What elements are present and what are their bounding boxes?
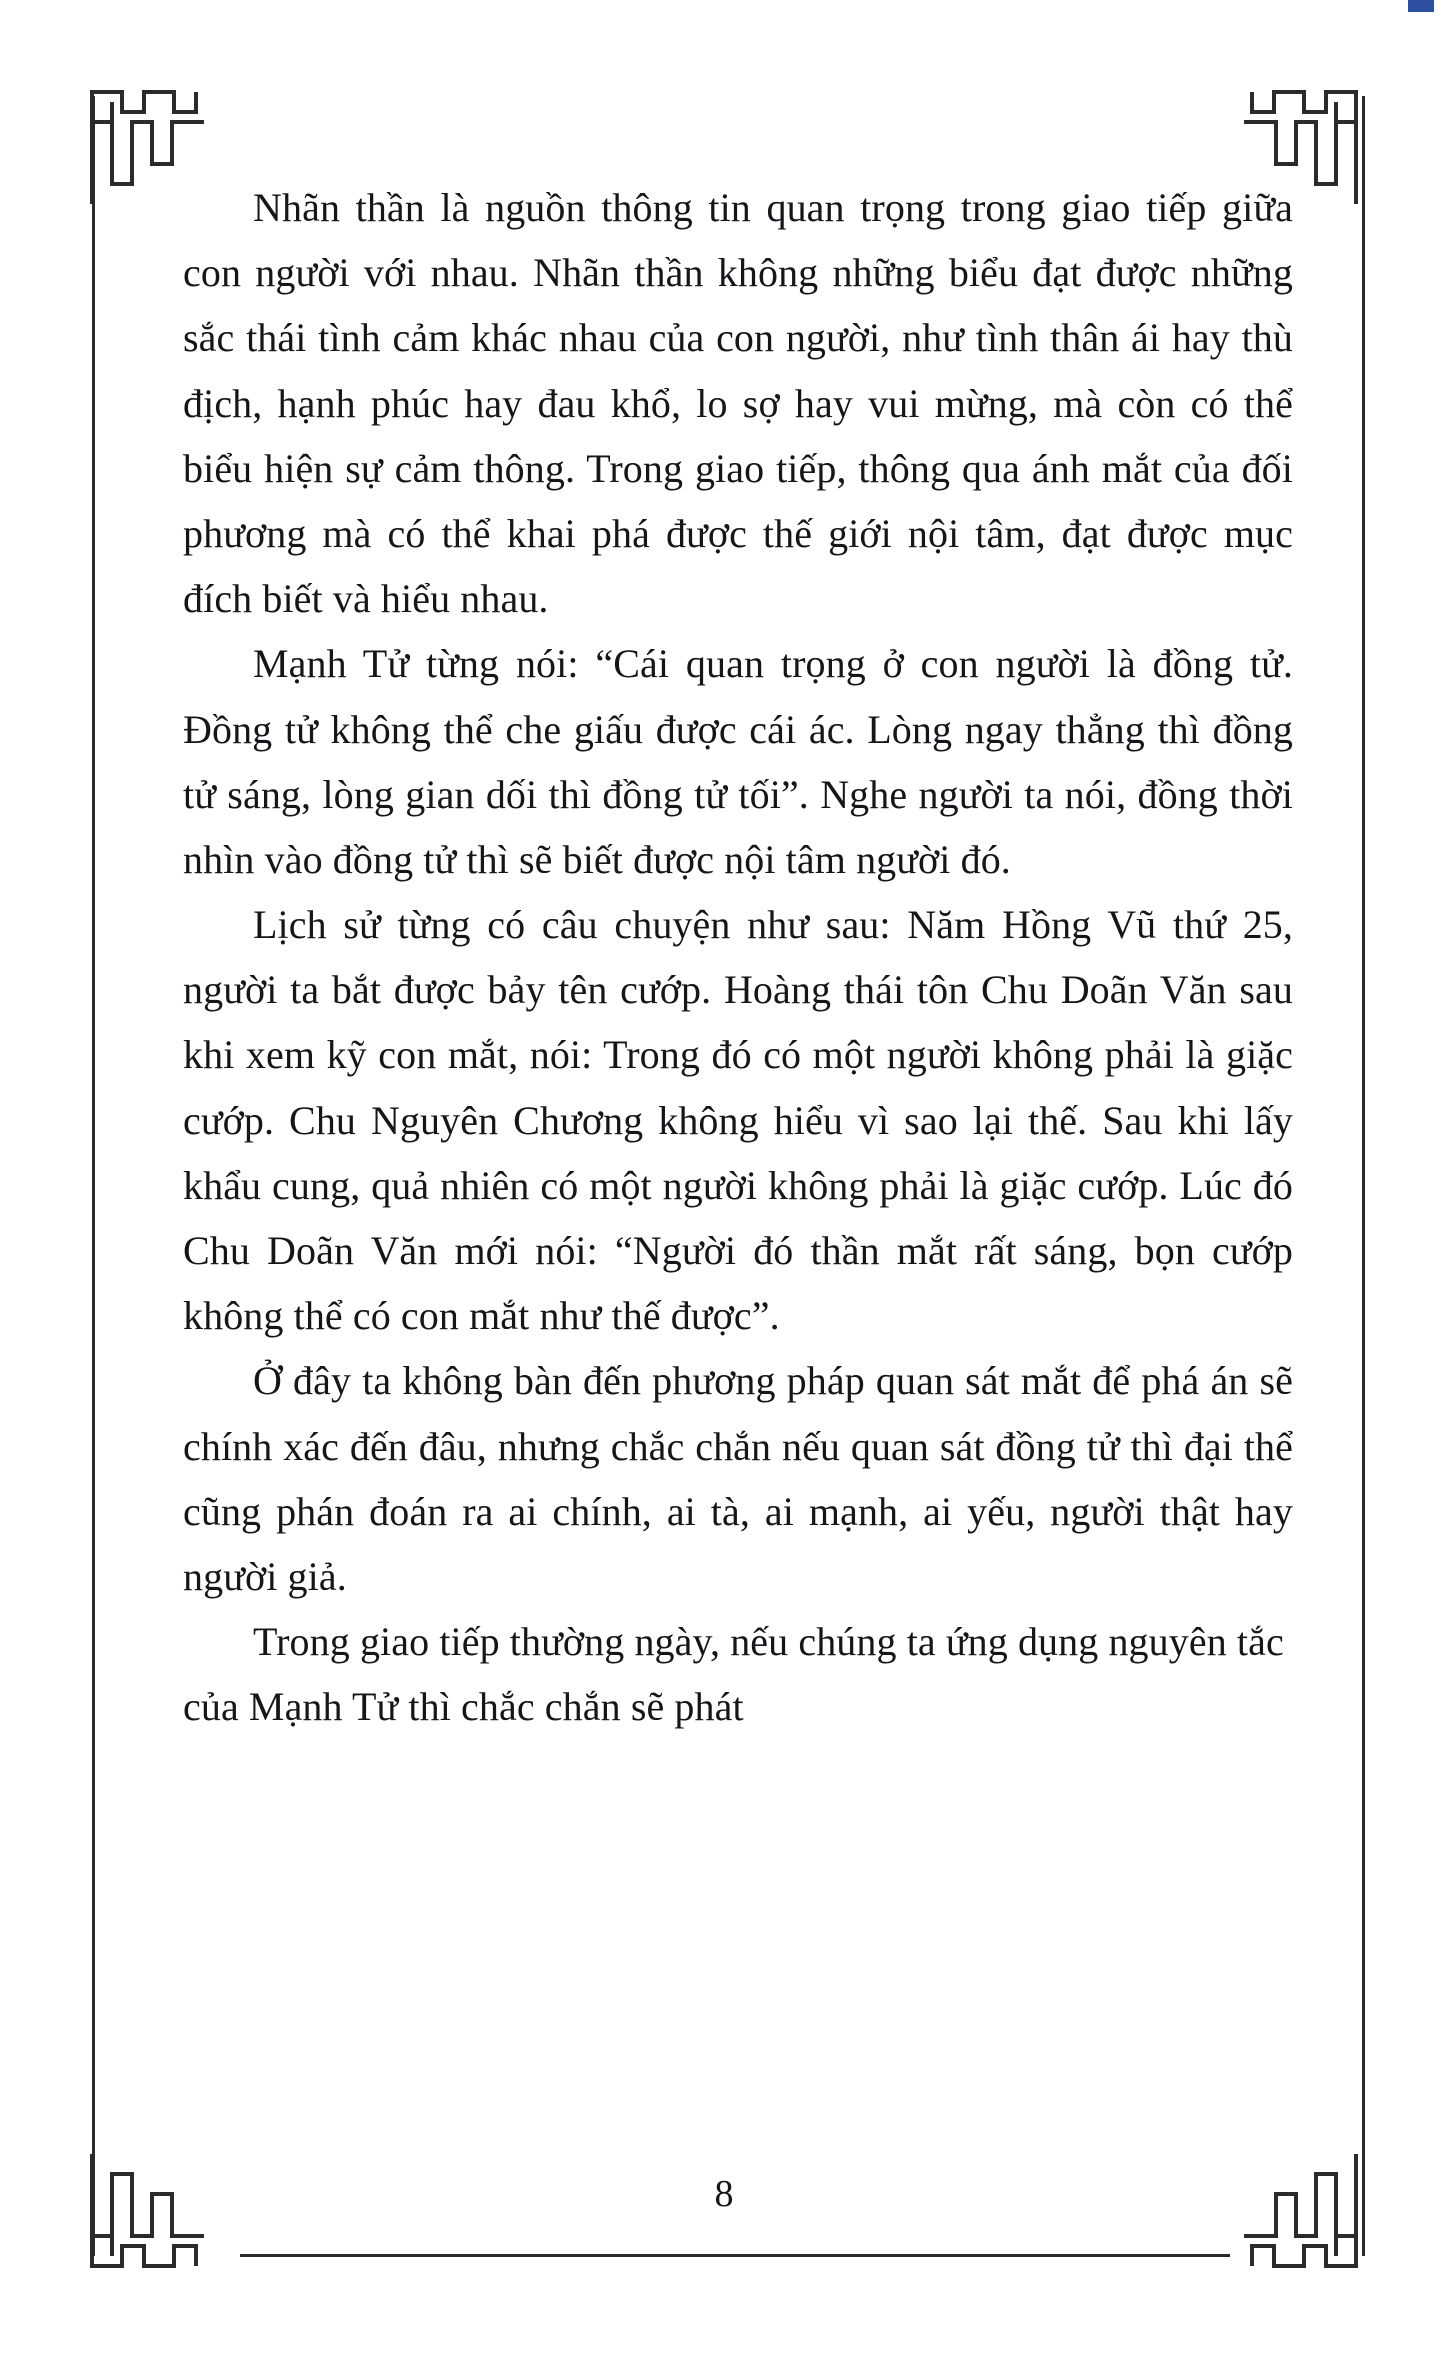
page-body xyxy=(183,175,1293,1740)
page-edge-marker xyxy=(1408,0,1434,12)
paragraph: Trong giao tiếp thường ngày, nếu chúng ta ứng dụng nguyên tắc của Mạnh Tử thì chắc chắn sẽ phát xyxy=(183,1619,1284,1730)
page-number: 8 xyxy=(714,2173,734,2215)
frame-left-rule xyxy=(92,96,95,2256)
frame-right-rule xyxy=(1362,96,1365,2256)
paragraph: Mạnh Tử từng nói: “Cái quan trọng ở con người là đồng tử. Đồng tử không thể che giấu được cái ác. Lòng ngay thẳng thì đồng tử sáng, lòng gian dối thì đồng tử tối”. Nghe người ta nói, đồng thời nhìn vào đồng tử thì sẽ biết được nội tâm người đó. xyxy=(183,641,1293,882)
frame-bottom-rule xyxy=(240,2254,1230,2257)
paragraph: Ở đây ta không bàn đến phương pháp quan sát mắt để phá án sẽ chính xác đến đâu, nhưng chắc chắn nếu quan sát đồng tử thì đại thể cũng phán đoán ra ai chính, ai tà, ai mạnh, ai yếu, người thật hay người giả. xyxy=(183,1358,1293,1599)
paragraph: Lịch sử từng có câu chuyện như sau: Năm Hồng Vũ thứ 25, người ta bắt được bảy tên cướp. Hoàng thái tôn Chu Doãn Văn sau khi xem kỹ con mắt, nói: Trong đó có một người không phải là giặc cướp. Chu Nguyên Chương không hiểu vì sao lại thế. Sau khi lấy khẩu cung, quả nhiên có một người không phải là giặc cướp. Lúc đó Chu Doãn Văn mới nói: “Người đó thần mắt rất sáng, bọn cướp không thể có con mắt như thế được”. xyxy=(183,902,1293,1339)
paragraph: Nhãn thần là nguồn thông tin quan trọng trong giao tiếp giữa con người với nhau. Nhãn thần không những biểu đạt được những sắc thái tình cảm khác nhau của con người, như tình thân ái hay thù địch, hạnh phúc hay đau khổ, lo sợ hay vui mừng, mà còn có thể biểu hiện sự cảm thông. Trong giao tiếp, thông qua ánh mắt của đối phương mà có thể khai phá được thế giới nội tâm, đạt được mục đích biết và hiểu nhau. xyxy=(183,185,1293,622)
